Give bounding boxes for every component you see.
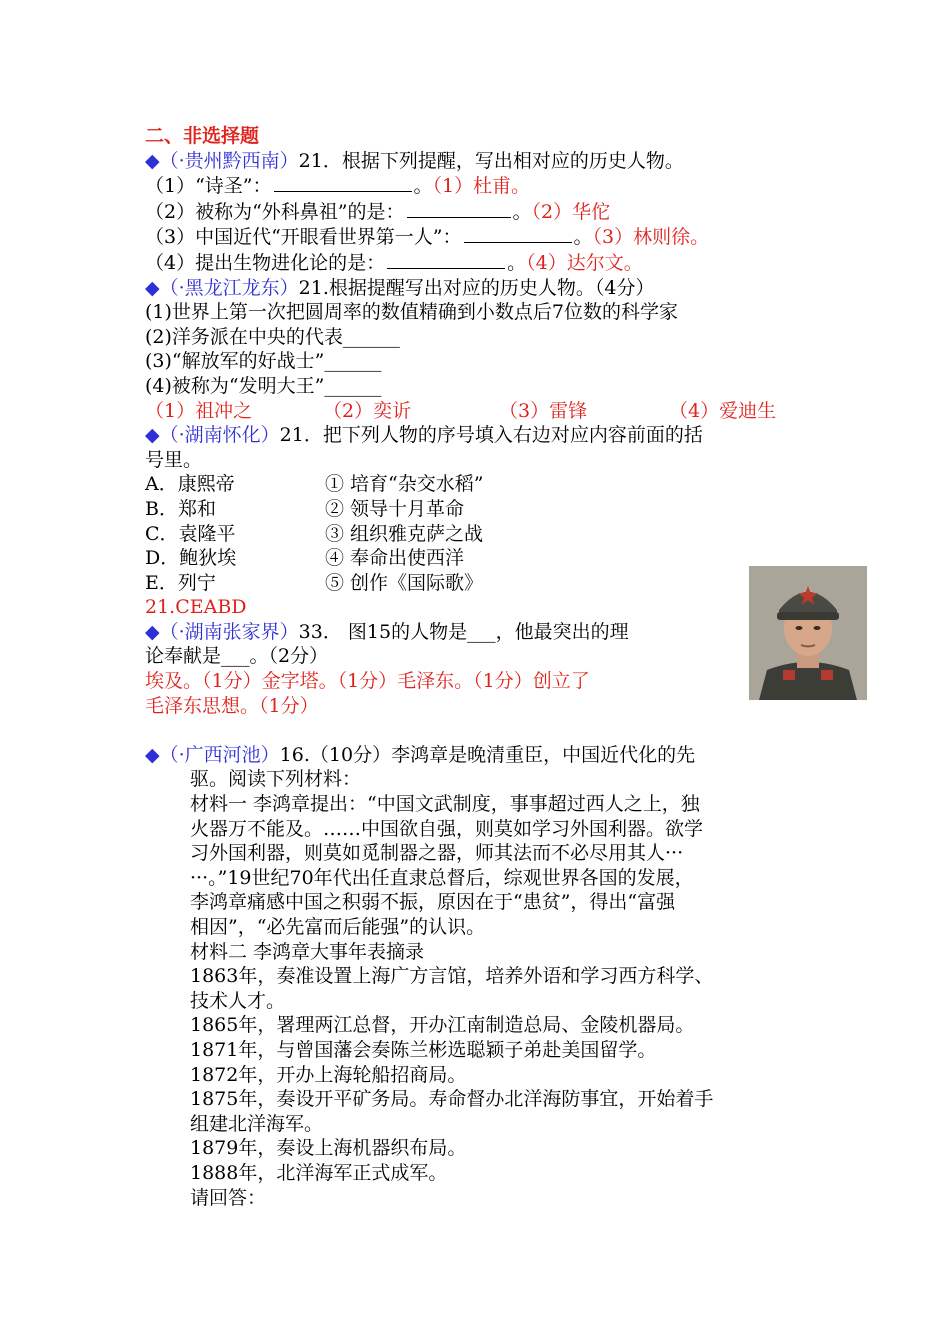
answer-blank <box>387 250 505 269</box>
q1-item-2 <box>145 199 815 225</box>
section-title: 二、非选择题 <box>145 125 260 147</box>
material-line: 李鸿章痛感中国之积弱不振，原因在于“患贫”，得出“富强 <box>190 891 676 914</box>
answer-blank <box>464 224 572 243</box>
q1-item-3 <box>145 224 815 250</box>
question-2-header <box>145 276 815 301</box>
q5-source: （·广西河池） <box>159 743 280 766</box>
material-line: 相因”，“必先富而后能强”的认识。 <box>190 916 486 938</box>
q1-answer: （3）林则徐。 <box>592 226 710 249</box>
q2-item-3: (3)“解放军的好战士”______ <box>145 350 382 373</box>
please-answer: 请回答： <box>190 1186 267 1209</box>
material-line: 火器万不能及。……中国欲自强，则莫如学习外国利器。欲学 <box>190 817 704 840</box>
match-right: ① 培育“杂交水稻” <box>325 473 484 496</box>
q2-stem: 21.根据提醒写出对应的历史人物。（4分） <box>298 276 655 299</box>
q2-answer: （1）祖冲之 <box>145 399 253 422</box>
match-right: ⑤ 创作《国际歌》 <box>325 571 484 594</box>
q4-answer: 埃及。（1分）金字塔。（1分）毛泽东。（1分）创立了 <box>145 670 590 693</box>
diamond-icon: ◆ <box>145 743 160 766</box>
q1-item-4 <box>145 250 815 276</box>
timeline-line: 1888年，北洋海军正式成军。 <box>190 1161 448 1184</box>
q2-item-2: (2)洋务派在中央的代表______ <box>145 325 400 348</box>
q2-answer: （2）奕䜣 <box>323 399 412 422</box>
material-line: 材料二 李鸿章大事年表摘录 <box>190 940 425 963</box>
question-5-header <box>145 743 815 768</box>
q3-answer: 21.CEABD <box>145 596 247 619</box>
timeline-line: 1863年，奏准设置上海广方言馆，培养外语和学习西方科学、 <box>190 965 714 988</box>
q1-stem: 21．根据下列提醒，写出相对应的历史人物。 <box>298 149 684 172</box>
match-row <box>145 571 815 596</box>
diamond-icon: ◆ <box>145 149 160 172</box>
match-row <box>145 472 815 497</box>
q4-source: （·湖南张家界） <box>159 620 299 643</box>
timeline-line: 1871年，与曾国藩会奏陈兰彬选聪颖子弟赴美国留学。 <box>190 1038 657 1061</box>
q1-item-end: 。 <box>573 226 593 249</box>
q1-item-text: （1）“诗圣”： <box>145 175 272 198</box>
q1-answer: （1）杜甫。 <box>432 175 531 198</box>
q4-answer-cont: 毛泽东思想。（1分） <box>145 694 319 717</box>
match-left: C．袁隆平 <box>145 522 236 545</box>
q2-item-4: (4)被称为“发明大王”______ <box>145 374 382 397</box>
q2-answer: （4）爱迪生 <box>669 399 777 422</box>
q1-item-text: （3）中国近代“开眼看世界第一人”： <box>145 226 462 249</box>
q4-stem: 33． 图15的人物是___，他最突出的理 <box>298 620 629 643</box>
q1-answer: （2）华佗 <box>531 200 611 223</box>
q4-stem-cont: 论奉献是___。（2分） <box>145 645 329 668</box>
q3-stem-cont: 号里。 <box>145 448 203 471</box>
match-right: ③ 组织雅克萨之战 <box>325 522 484 545</box>
portrait-photo <box>749 566 867 700</box>
material-line: ···。”19世纪70年代出任直隶总督后，综观世界各国的发展， <box>190 866 694 889</box>
question-3-header <box>145 423 815 448</box>
spacer <box>145 718 815 743</box>
timeline-line: 1875年，奏设开平矿务局。寿命督办北洋海防事宜，开始着手 <box>190 1088 714 1111</box>
q1-item-end: 。 <box>512 200 532 223</box>
q2-item-1: (1)世界上第一次把圆周率的数值精确到小数点后7位数的科学家 <box>145 301 679 324</box>
match-left: A．康熙帝 <box>145 473 235 496</box>
q1-item-1 <box>145 173 815 199</box>
match-row <box>145 497 815 522</box>
q1-item-text: （4）提出生物进化论的是： <box>145 251 386 274</box>
q3-source: （·湖南怀化） <box>159 424 280 447</box>
timeline-line: 1865年，署理两江总督，开办江南制造总局、金陵机器局。 <box>190 1014 695 1037</box>
q1-item-end: 。 <box>413 175 433 198</box>
match-left: D．鲍狄埃 <box>145 547 237 570</box>
answer-blank <box>274 173 412 192</box>
q1-source: （·贵州黔西南） <box>159 149 299 172</box>
match-row <box>145 546 815 571</box>
diamond-icon: ◆ <box>145 424 160 447</box>
material-line: 习外国利器，则莫如觅制器之器，师其法而不必尽用其人··· <box>190 842 684 865</box>
timeline-line: 技术人才。 <box>190 989 286 1012</box>
timeline-line: 组建北洋海军。 <box>190 1112 324 1135</box>
match-left: E．列宁 <box>145 571 216 594</box>
question-1-header <box>145 149 815 174</box>
match-row <box>145 522 815 547</box>
diamond-icon: ◆ <box>145 276 160 299</box>
timeline-line: 1872年，开办上海轮船招商局。 <box>190 1063 467 1086</box>
q2-answers <box>145 399 815 424</box>
q2-source: （·黑龙江龙东） <box>159 276 299 299</box>
q1-item-text: （2）被称为“外科鼻祖”的是： <box>145 200 405 223</box>
q2-answer: （3）雷锋 <box>499 399 588 422</box>
question-4-header <box>145 620 815 645</box>
portrait-illustration <box>749 566 867 700</box>
match-left: B．郑和 <box>145 497 216 520</box>
q1-answer: （4）达尔文。 <box>526 251 643 274</box>
q1-item-end: 。 <box>507 251 527 274</box>
match-right: ② 领导十月革命 <box>325 497 465 520</box>
answer-blank <box>407 199 511 218</box>
diamond-icon: ◆ <box>145 620 160 643</box>
match-right: ④ 奉命出使西洋 <box>325 547 465 570</box>
q5-stem-cont: 驱。阅读下列材料： <box>190 768 362 791</box>
q5-stem: 16.（10分）李鸿章是晚清重臣，中国近代化的先 <box>279 743 696 766</box>
q3-stem: 21．把下列人物的序号填入右边对应内容前面的括 <box>279 424 703 447</box>
timeline-line: 1879年，奏设上海机器织布局。 <box>190 1137 467 1160</box>
material-line: 材料一 李鸿章提出：“中国文武制度，事事超过西人之上，独 <box>190 793 700 816</box>
document-page <box>145 124 815 1210</box>
